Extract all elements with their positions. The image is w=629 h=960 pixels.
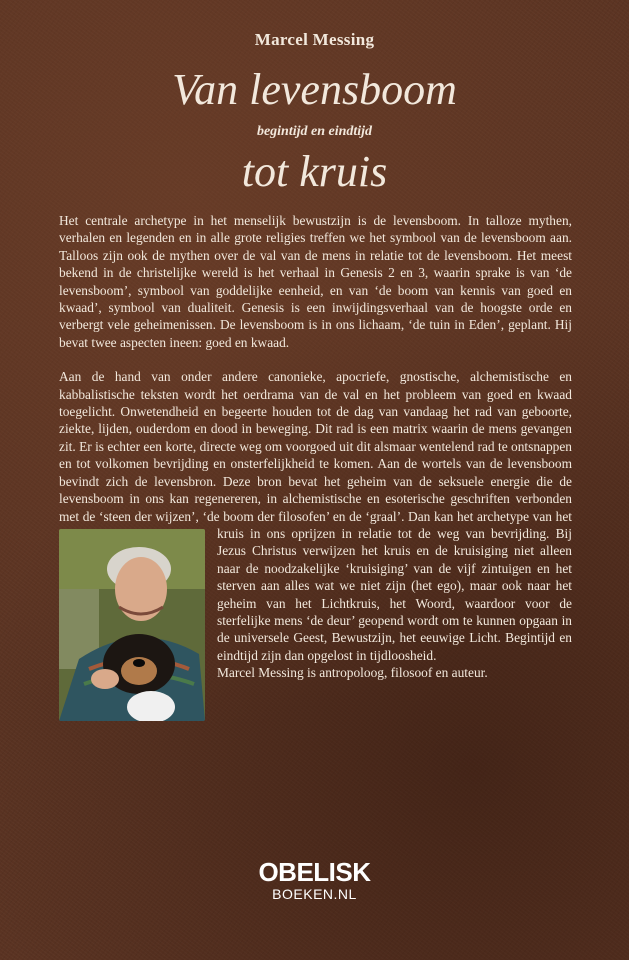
blurb-text: [59, 212, 572, 725]
author-bio: Marcel Messing is antropoloog, filosoof en auteur.: [217, 665, 488, 681]
publisher-logo-sub: BOEKEN.NL: [272, 886, 357, 902]
publisher-logo: [0, 858, 629, 902]
blurb-paragraph-1: Het centrale archetype in het menselijk bewustzijn is de levensboom. In talloze mythen, verhalen en legenden en in alle grote religies treffen we het symbool van de levensboom aan. Talloos zijn ook de mythen over de val van de mens in relatie tot de levensboom. Het meest bekend in de christelijke wereld is het verhaal in Genesis 2 en 3, waarin sprake is van ‘de levensboom’, symbool van goddelijke eenheid, en van ‘de boom van kennis van goed en kwaad’, symbool van dualiteit. Genesis is een inwijdingsverhaal van de hoogste orde en verbergt vele geheimenissen. De levensboom is in ons lichaam, ‘de tuin in Eden’, geplant. Hij bevat twee aspecten ineen: goed en kwaad.: [59, 213, 572, 350]
blurb-paragraph-2: [59, 368, 572, 664]
title-line-1: Van levensboom: [172, 65, 457, 114]
author-photo: [59, 529, 205, 721]
author-name: Marcel Messing: [254, 30, 375, 49]
publisher-logo-main: OBELISK: [258, 857, 371, 887]
title-line-2: tot kruis: [241, 147, 388, 196]
subtitle: begintijd en eindtijd: [256, 124, 373, 139]
blurb-paragraph-2-part-2: Bij Jezus Christus verwijzen het kruis en de kruisiging niet alleen naar de noodzakelijke ‘kruisiging’ van de vijf zintuigen en het sterven aan alles wat we niet zijn (het ego), maar ook naar het geheim van het Lichtkruis, het Woord, waardoor voor de sterfelijke mens ‘de deur’ geopend wordt om te kunnen opgaan in de universele Geest, Bewustzijn, het eeuwige Licht. Begintijd en eindtijd zijn dan opgelost in tijdloosheid.: [217, 525, 572, 663]
blurb-paragraph-2-part-1: Aan de hand van onder andere canonieke, apocriefe, gnostische, alchemistische en kabbalistische teksten wordt het oerdrama van de val en het probleem van goed en kwaad toegelicht. Onwetendheid en begeerte houden tot de dag van vandaag het rad van geboorte, ziekte, lijden, ouderdom en dood in beweging. Dit rad is een matrix waarin de mens gevangen zit. Er is echter een korte, directe weg om voorgoed uit dit alsmaar wentelend rad te ontsnappen en tot volkomen bevrijding en onsterfelijkheid te komen. Aan de wortels van de levensboom bevindt zich de levensbron. Deze bron bevat het geheim van de seksuele energie die de levensboom in ons kan regenereren, in alchemistische en esoterische geschriften verbonden met de ‘steen der wijzen’, ‘de boom der filosofen’ en de ‘graal’. Dan kan het archetype van het kruis in ons oprijzen in relatie tot de weg van bevrijding.: [59, 369, 572, 541]
author-with-dog-image: [59, 529, 205, 721]
